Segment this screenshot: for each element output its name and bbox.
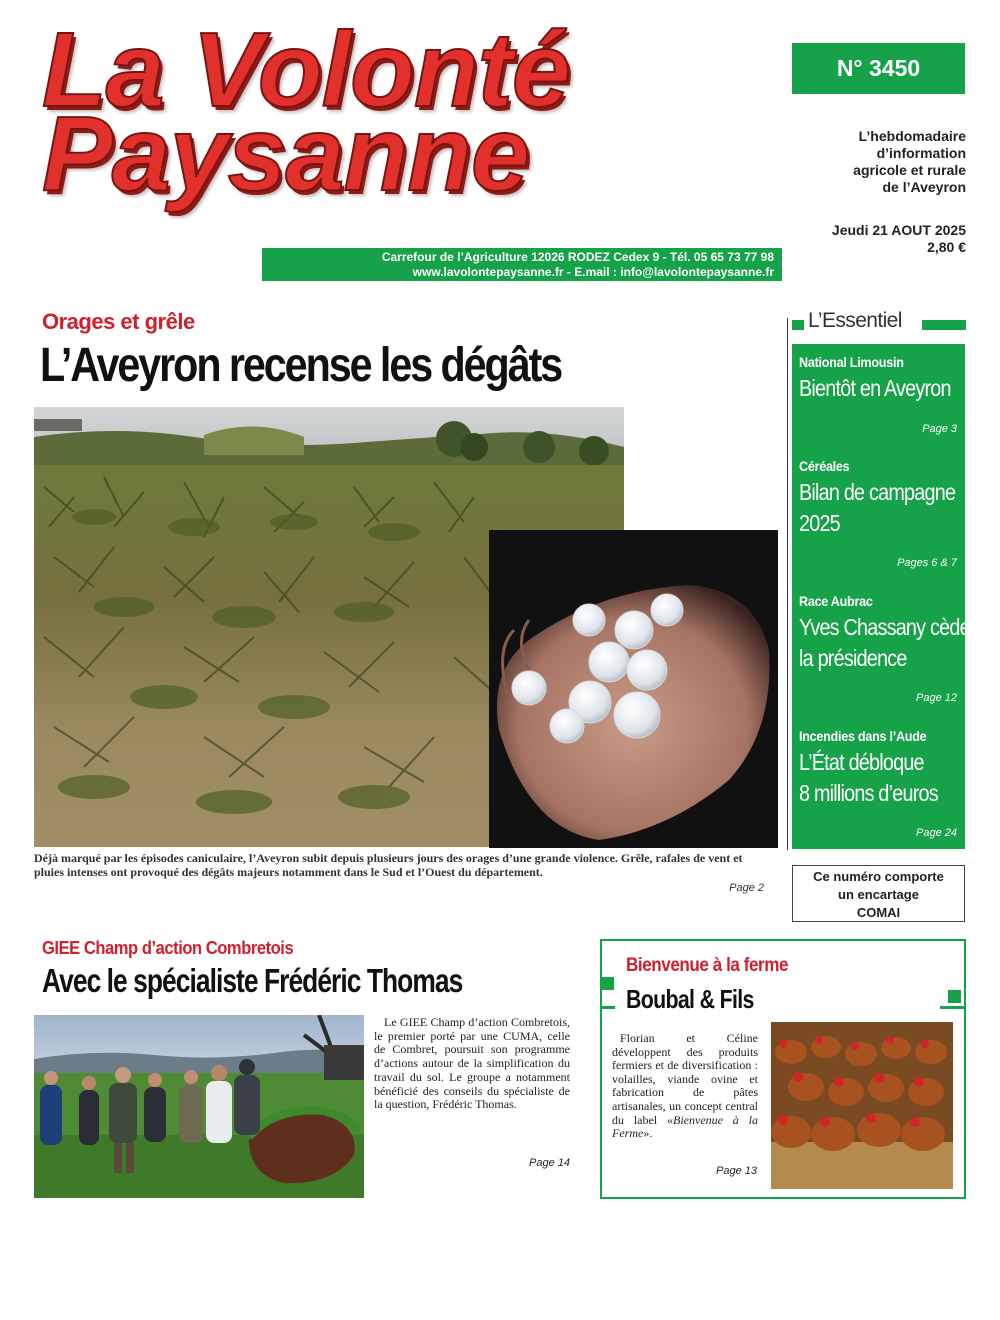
ferme-corner-square-left <box>601 977 614 990</box>
logo-line-2: Paysanne <box>42 95 529 213</box>
giee-article-headline[interactable]: Avec le spécialiste Frédéric Thomas <box>42 962 463 999</box>
essentiel-item[interactable] <box>799 728 959 809</box>
ferme-body-end: ». <box>643 1126 653 1141</box>
issue-price: 2,80 € <box>927 239 966 255</box>
ferme-article-body <box>612 1032 758 1141</box>
tagline <box>780 128 966 196</box>
giee-article-page-ref[interactable]: Page 14 <box>529 1157 570 1169</box>
newspaper-logo <box>42 11 742 213</box>
chickens-barn-photo <box>771 1022 953 1189</box>
essentiel-panel <box>792 344 970 849</box>
issue-number-badge <box>792 43 965 94</box>
essentiel-item-kicker: Incendies dans l’Aude <box>799 728 927 744</box>
essentiel-item[interactable] <box>799 458 959 539</box>
essentiel-border <box>787 318 788 850</box>
essentiel-item-title: Yves Chassany cède <box>799 614 970 640</box>
issue-number: N° 3450 <box>836 55 921 81</box>
logo-line-1: La Volonté <box>42 11 570 129</box>
insert-notice-line: COMAI <box>856 905 901 920</box>
essentiel-item-page[interactable]: Page 24 <box>916 827 957 839</box>
address-bar <box>262 248 782 281</box>
essentiel-item-title: la présidence <box>799 645 907 671</box>
essentiel-item[interactable] <box>799 593 970 674</box>
giee-article-kicker: GIEE Champ d’action Combretois <box>42 938 294 958</box>
main-article-caption: Déjà marqué par les épisodes caniculaire, l’Aveyron subit depuis plusieurs jours des orages d’une grande violence. Grêle, rafales de vent et pluies intenses ont provoqué des dégâts majeurs notamment dans le Sud et l’Ouest du département. <box>34 851 743 879</box>
essentiel-item[interactable] <box>799 354 959 404</box>
ferme-body-label: Bienvenue à la Ferme <box>612 1112 758 1141</box>
ferme-rule-left <box>601 1006 615 1009</box>
essentiel-item-title: 2025 <box>799 510 840 536</box>
main-article-page-ref[interactable]: Page 2 <box>729 882 764 894</box>
main-article-kicker: Orages et grêle <box>42 309 195 334</box>
essentiel-rule-right <box>922 320 966 330</box>
ferme-article-title[interactable]: Boubal & Fils <box>626 984 754 1014</box>
ferme-body-text: Florian et Céline développent des produits fermiers et de diversification : volailles, viande ovine et fabrication de pâtes artisanales, un concept central du label « <box>612 1031 758 1127</box>
essentiel-item-title: 8 millions d’euros <box>799 780 938 806</box>
essentiel-item-page[interactable]: Page 3 <box>922 423 957 435</box>
essentiel-item-page[interactable]: Page 12 <box>916 692 957 704</box>
essentiel-item-title: Bilan de campagne <box>799 479 956 505</box>
insert-notice-line: Ce numéro comporte <box>813 869 944 884</box>
essentiel-heading: L’Essentiel <box>808 309 902 332</box>
essentiel-item-kicker: National Limousin <box>799 354 904 370</box>
ferme-article-page-ref[interactable]: Page 13 <box>716 1165 757 1177</box>
ferme-rule-right <box>940 1006 966 1009</box>
farmers-group-field-photo <box>34 1015 364 1198</box>
hailstones-in-hand-photo <box>489 530 778 848</box>
postal-address: Carrefour de l’Agriculture 12026 RODEZ Cedex 9 - Tél. 05 65 73 77 98 <box>381 250 774 264</box>
web-email-line: www.lavolontepaysanne.fr - E.mail : info@lavolontepaysanne.fr <box>412 265 774 279</box>
tagline-line: de l’Aveyron <box>882 179 966 195</box>
insert-notice-line: un encartage <box>838 887 919 902</box>
giee-article-body: Le GIEE Champ d’action Combretois, le premier porté par une CUMA, celle de Combret, poursuit son programme d’actions autour de la simplification du travail du sol. Le groupe a notamment bénéficié des conseils du spécialiste de la question, Frédéric Thomas. <box>374 1015 570 1112</box>
ferme-corner-square-right <box>948 990 961 1003</box>
tagline-line: L’hebdomadaire <box>858 128 966 144</box>
tagline-line: agricole et rurale <box>853 162 966 178</box>
essentiel-item-kicker: Race Aubrac <box>799 593 873 609</box>
essentiel-item-title: L’État débloque <box>799 749 924 775</box>
essentiel-item-title: Bientôt en Aveyron <box>799 375 951 401</box>
essentiel-item-kicker: Céréales <box>799 458 850 474</box>
essentiel-rule-left <box>792 320 804 330</box>
insert-notice-box <box>792 865 965 922</box>
ferme-article-kicker: Bienvenue à la ferme <box>626 955 789 976</box>
tagline-line: d’information <box>876 145 966 161</box>
issue-date: Jeudi 21 AOUT 2025 <box>831 222 966 238</box>
main-article-headline[interactable]: L’Aveyron recense les dégâts <box>40 339 562 392</box>
essentiel-item-page[interactable]: Pages 6 & 7 <box>897 557 957 569</box>
